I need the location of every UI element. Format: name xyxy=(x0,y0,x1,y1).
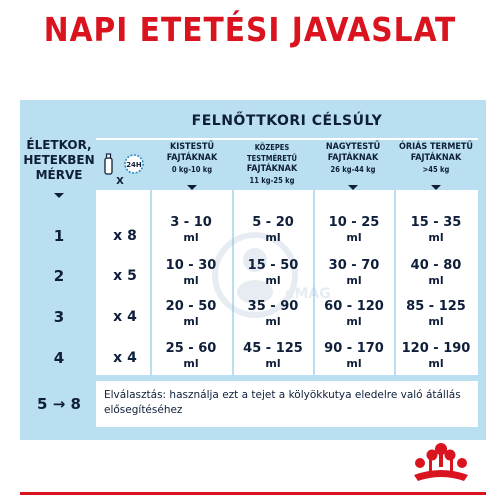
cell-value: 35 - 90 xyxy=(247,299,299,314)
table-cell xyxy=(151,215,231,245)
cell-value: 15 - 50 xyxy=(247,258,299,273)
row-frequency: x 8 xyxy=(113,228,137,244)
cell-value: 25 - 60 xyxy=(165,341,217,356)
watermark-text: eMAG xyxy=(285,286,331,302)
table-cell xyxy=(314,299,394,329)
age-header-line-3: MÉRVE xyxy=(35,168,83,182)
times-label: X xyxy=(116,176,124,187)
cell-value: 90 - 170 xyxy=(324,341,384,356)
column-header-medium-l2: FAJTÁKNAK xyxy=(246,164,298,174)
row-age: 3 xyxy=(53,308,65,326)
table-cell xyxy=(233,341,313,371)
column-header-giant-l3: >45 kg xyxy=(422,165,450,174)
cell-unit: ml xyxy=(183,357,199,370)
column-header-large-l3: 26 kg-44 kg xyxy=(330,165,376,174)
table-cell xyxy=(396,215,476,245)
cell-unit: ml xyxy=(265,231,281,244)
cell-unit: ml xyxy=(346,231,362,244)
age-header-arrow xyxy=(54,193,64,198)
age-column-header xyxy=(22,138,96,198)
cell-value: 120 - 190 xyxy=(401,341,471,356)
row-frequency: x 5 xyxy=(113,268,137,284)
table-cell xyxy=(233,299,313,329)
cell-value: 5 - 20 xyxy=(252,215,294,230)
cell-value: 40 - 80 xyxy=(410,258,462,273)
cell-value: 60 - 120 xyxy=(324,299,384,314)
table-cell xyxy=(396,258,476,288)
royal-canin-crown-logo xyxy=(406,441,476,485)
cell-unit: ml xyxy=(346,274,362,287)
cell-unit: ml xyxy=(183,274,199,287)
cell-value: 3 - 10 xyxy=(170,215,212,230)
column-header-medium-l3: 11 kg-25 kg xyxy=(249,176,295,185)
column-header-large xyxy=(313,142,393,190)
row-frequency: x 4 xyxy=(113,309,137,325)
row-frequency: x 4 xyxy=(113,350,137,366)
table-cell xyxy=(314,341,394,371)
table-cell xyxy=(314,258,394,288)
table-cell xyxy=(151,258,231,288)
column-header-small-l1: KISTESTŰ xyxy=(169,142,215,152)
cell-unit: ml xyxy=(428,357,444,370)
adult-weight-header-text: FELNŐTTKORI CÉLSÚLY xyxy=(191,113,383,129)
cell-unit: ml xyxy=(183,315,199,328)
cell-value: 10 - 30 xyxy=(165,258,217,273)
cell-value: 85 - 125 xyxy=(406,299,466,314)
row-age: 2 xyxy=(53,267,65,285)
row-age: 4 xyxy=(53,349,65,367)
cell-value: 30 - 70 xyxy=(328,258,380,273)
column-header-medium-l1: KÖZEPES TESTMÉRETŰ xyxy=(247,143,297,163)
column-header-small-l2: FAJTÁKNAK xyxy=(166,153,218,163)
cell-unit: ml xyxy=(183,231,199,244)
column-header-giant-l1: ÓRIÁS TERMETŰ xyxy=(398,142,474,152)
table-cell xyxy=(396,341,476,371)
table-cell xyxy=(151,299,231,329)
table-cell xyxy=(233,215,313,245)
cell-value: 10 - 25 xyxy=(328,215,380,230)
age-header-line-2: HETEKBEN xyxy=(23,153,95,167)
cell-value: 20 - 50 xyxy=(165,299,217,314)
cell-unit: ml xyxy=(346,357,362,370)
bottom-accent-line xyxy=(20,492,486,495)
cell-unit: ml xyxy=(428,315,444,328)
table-cell xyxy=(396,299,476,329)
table-cell xyxy=(151,341,231,371)
table-cell xyxy=(233,258,313,288)
bottle-icon xyxy=(100,150,148,192)
column-header-giant xyxy=(394,142,478,190)
weaning-note xyxy=(96,381,478,427)
age-header-line-1: ÉLETKOR, xyxy=(26,138,92,152)
column-header-giant-l2: FAJTÁKNAK xyxy=(410,153,462,163)
weaning-age: 5 → 8 xyxy=(37,395,81,413)
column-header-small xyxy=(152,142,232,190)
cell-value: 45 - 125 xyxy=(243,341,303,356)
page-title: NAPI ETETÉSI JAVASLAT xyxy=(43,10,457,49)
cell-unit: ml xyxy=(265,274,281,287)
weaning-note-text: Elválasztás: használja ezt a tejet a kölyökkutya eledelre való átállás elősegítéséhez xyxy=(104,389,461,416)
column-header-large-l2: FAJTÁKNAK xyxy=(327,153,379,163)
column-header-large-l1: NAGYTESTŰ xyxy=(325,142,381,152)
cell-unit: ml xyxy=(428,274,444,287)
cell-unit: ml xyxy=(346,315,362,328)
table-cell xyxy=(314,215,394,245)
cell-unit: ml xyxy=(428,231,444,244)
cell-value: 15 - 35 xyxy=(410,215,462,230)
column-header-small-l3: 0 kg-10 kg xyxy=(171,165,213,174)
adult-weight-header xyxy=(96,104,478,140)
cell-unit: ml xyxy=(265,315,281,328)
frequency-header xyxy=(100,150,148,190)
clock-label: 24H xyxy=(126,161,142,169)
cell-unit: ml xyxy=(265,357,281,370)
row-age: 1 xyxy=(53,227,65,245)
